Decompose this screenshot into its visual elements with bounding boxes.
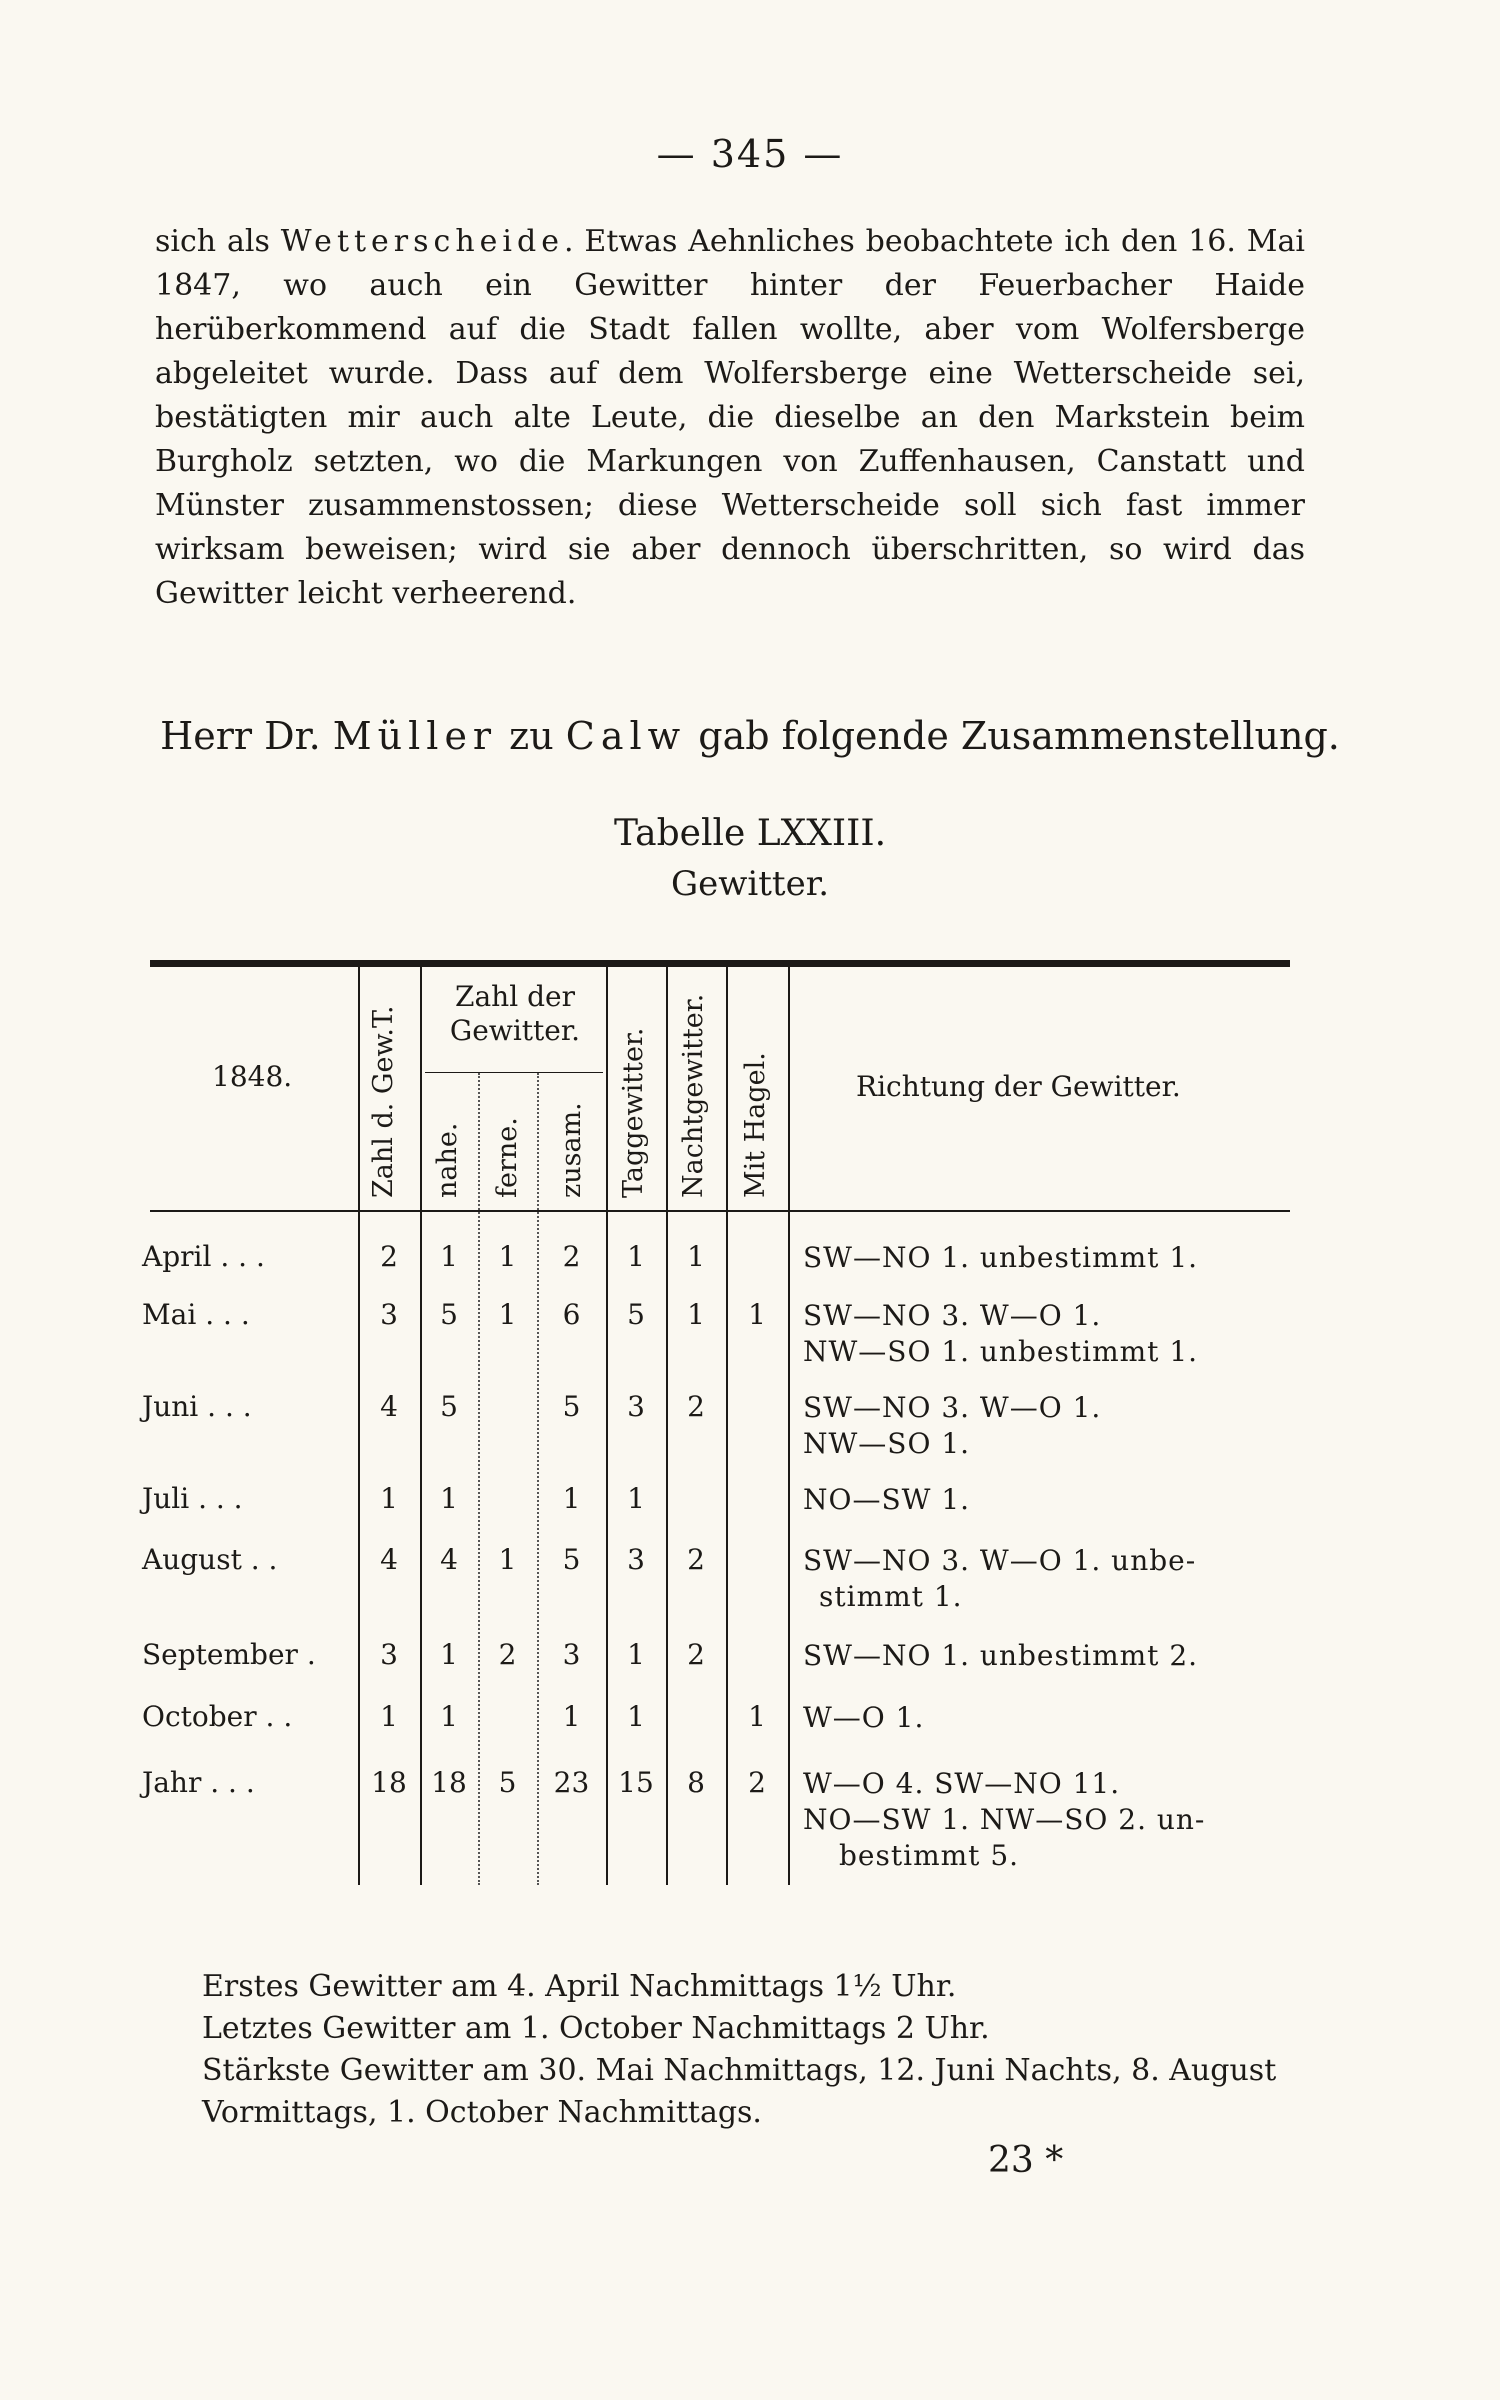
- cell-total: 1: [380, 1482, 398, 1515]
- richtung-line: W—O 1.: [803, 1701, 925, 1734]
- cell-hagel: 1: [748, 1700, 766, 1733]
- cell-hagel: 1: [748, 1298, 766, 1331]
- cell-total: 1: [380, 1700, 398, 1733]
- cell-zusam: 5: [562, 1543, 581, 1576]
- cell-richtung: [803, 1766, 1283, 1874]
- col-header-hagel: Mit Hagel.: [740, 1052, 771, 1198]
- section-heading: [0, 714, 1500, 758]
- row-month: August . .: [142, 1543, 278, 1576]
- cell-zusam: 2: [562, 1240, 581, 1273]
- cell-nacht: 1: [687, 1240, 705, 1273]
- col-header-ferne: ferne.: [492, 1117, 523, 1198]
- table-top-rule: [150, 960, 1290, 967]
- body-paragraph: [155, 220, 1305, 616]
- cell-nacht: 2: [687, 1390, 705, 1423]
- table-subtitle: Gewitter.: [670, 864, 830, 904]
- cell-zusam: 6: [562, 1298, 581, 1331]
- row-month: September .: [142, 1638, 316, 1671]
- cell-tag: 1: [627, 1700, 645, 1733]
- row-month: Mai . . .: [142, 1298, 250, 1331]
- heading-part: gab folgende Zusammenstellung.: [686, 714, 1340, 758]
- col-separator: [726, 967, 728, 1885]
- cell-nacht: 2: [687, 1543, 705, 1576]
- cell-richtung: [803, 1298, 1283, 1370]
- note-last-storm: Letztes Gewitter am 1. October Nachmittags 2 Uhr.: [202, 2011, 990, 2046]
- richtung-line: NO—SW 1. NW—SO 2. un-: [803, 1803, 1206, 1836]
- cell-nahe: 1: [440, 1700, 458, 1733]
- cell-tag: 1: [627, 1240, 645, 1273]
- cell-nahe: 1: [440, 1240, 458, 1273]
- page-number: — 345 —: [656, 132, 844, 176]
- cell-ferne: 2: [498, 1638, 517, 1671]
- cell-total: 3: [380, 1298, 398, 1331]
- cell-tag: 3: [627, 1390, 645, 1423]
- cell-tag: 3: [627, 1543, 645, 1576]
- cell-zusam: 5: [562, 1390, 581, 1423]
- signature-mark: 23 *: [988, 2140, 1064, 2181]
- cell-richtung: [803, 1482, 1283, 1518]
- col-header-tag: Taggewitter.: [618, 1027, 649, 1198]
- richtung-line: SW—NO 1. unbestimmt 2.: [803, 1639, 1199, 1672]
- col-separator: [788, 967, 790, 1885]
- para-spaced-term: Wetterscheide: [280, 224, 564, 259]
- header-bottom-rule: [150, 1210, 1290, 1212]
- cell-total: 3: [380, 1638, 398, 1671]
- col-separator: [606, 967, 608, 1885]
- row-month: Jahr . . .: [142, 1766, 255, 1799]
- richtung-line: NW—SO 1. unbestimmt 1.: [803, 1335, 1199, 1368]
- row-month: Juni . . .: [142, 1390, 252, 1423]
- cell-zusam: 1: [562, 1700, 581, 1733]
- cell-richtung: [803, 1240, 1283, 1276]
- col-separator: [537, 1073, 539, 1885]
- cell-zusam: 1: [562, 1482, 581, 1515]
- para-text-rest: . Etwas Aehnliches beobachtete ich den 16. Mai 1847, wo auch ein Gewitter hinter der Feuerbacher Haide herüberkommend auf die Stadt fallen wollte, aber vom Wolfersberge abgeleitet wurde. Dass auf dem Wolfersberge eine Wetterscheide sei, bestätigten mir auch alte Leute, die dieselbe an den Markstein beim Burgholz setzten, wo die Markungen von Zuffenhausen, Canstatt und Münster zusammenstossen; diese Wetterscheide soll sich fast immer wirksam beweisen; wird sie aber dennoch überschritten, so wird das Gewitter leicht verheerend.: [155, 224, 1306, 611]
- richtung-line: NO—SW 1.: [803, 1483, 971, 1516]
- table-notes: [160, 1966, 1290, 2134]
- col-separator: [666, 967, 668, 1885]
- col-separator: [420, 967, 422, 1885]
- cell-total: 4: [380, 1390, 398, 1423]
- cell-hagel: 2: [748, 1766, 766, 1799]
- note-strongest-storms: Stärkste Gewitter am 30. Mai Nachmittags, 12. Juni Nachts, 8. August Vormittags, 1. October Nachmittags.: [202, 2053, 1277, 2130]
- richtung-line: SW—NO 3. W—O 1.: [803, 1299, 1102, 1332]
- group-subrule: [425, 1072, 603, 1073]
- cell-tag: 15: [618, 1766, 654, 1799]
- cell-tag: 1: [627, 1482, 645, 1515]
- row-month: Juli . . .: [142, 1482, 243, 1515]
- richtung-line: SW—NO 1. unbestimmt 1.: [803, 1241, 1199, 1274]
- cell-nacht: 2: [687, 1638, 705, 1671]
- cell-nacht: 8: [687, 1766, 705, 1799]
- cell-total: 2: [380, 1240, 398, 1273]
- heading-author-name: Müller: [332, 714, 498, 758]
- para-text-start: sich als: [155, 224, 281, 259]
- cell-total: 4: [380, 1543, 398, 1576]
- cell-nahe: 18: [431, 1766, 467, 1799]
- cell-richtung: [803, 1638, 1283, 1674]
- cell-ferne: 1: [498, 1240, 517, 1273]
- richtung-line: SW—NO 3. W—O 1.: [803, 1391, 1102, 1424]
- row-month: April . . .: [142, 1240, 265, 1273]
- note-first-storm: Erstes Gewitter am 4. April Nachmittags 1½ Uhr.: [202, 1969, 957, 2004]
- cell-ferne: 1: [498, 1543, 517, 1576]
- cell-richtung: [803, 1390, 1283, 1462]
- cell-nahe: 1: [440, 1638, 458, 1671]
- cell-tag: 1: [627, 1638, 645, 1671]
- cell-tag: 5: [627, 1298, 645, 1331]
- year-header: 1848.: [212, 1060, 293, 1093]
- col-header-richtung: Richtung der Gewitter.: [856, 1070, 1181, 1103]
- col-separator: [478, 1073, 480, 1885]
- cell-nahe: 5: [440, 1390, 458, 1423]
- cell-zusam: 23: [553, 1766, 590, 1799]
- group-header-zahl: Zahl der Gewitter.: [449, 980, 581, 1047]
- heading-part: zu: [497, 714, 566, 758]
- heading-place-name: Calw: [565, 714, 687, 758]
- cell-nahe: 5: [440, 1298, 458, 1331]
- richtung-line: bestimmt 5.: [839, 1839, 1020, 1872]
- cell-richtung: [803, 1543, 1283, 1615]
- col-separator: [358, 967, 360, 1885]
- heading-part: Herr Dr.: [160, 714, 333, 758]
- cell-richtung: [803, 1700, 1283, 1736]
- cell-zusam: 3: [562, 1638, 581, 1671]
- richtung-line: stimmt 1.: [819, 1580, 963, 1613]
- row-month: October . .: [142, 1700, 293, 1733]
- richtung-line: W—O 4. SW—NO 11.: [803, 1767, 1121, 1800]
- col-header-zusam: zusam.: [556, 1102, 587, 1198]
- col-header-nacht: Nachtgewitter.: [678, 993, 709, 1198]
- richtung-line: NW—SO 1.: [803, 1427, 971, 1460]
- richtung-line: SW—NO 3. W—O 1. unbe-: [803, 1544, 1197, 1577]
- cell-total: 18: [371, 1766, 407, 1799]
- table-title: Tabelle LXXIII.: [613, 813, 887, 854]
- cell-ferne: 5: [498, 1766, 517, 1799]
- cell-ferne: 1: [498, 1298, 517, 1331]
- cell-nahe: 4: [440, 1543, 458, 1576]
- col-header-total: Zahl d. Gew.T.: [368, 1005, 399, 1198]
- cell-nahe: 1: [440, 1482, 458, 1515]
- cell-nacht: 1: [687, 1298, 705, 1331]
- col-header-nahe: nahe.: [432, 1122, 463, 1198]
